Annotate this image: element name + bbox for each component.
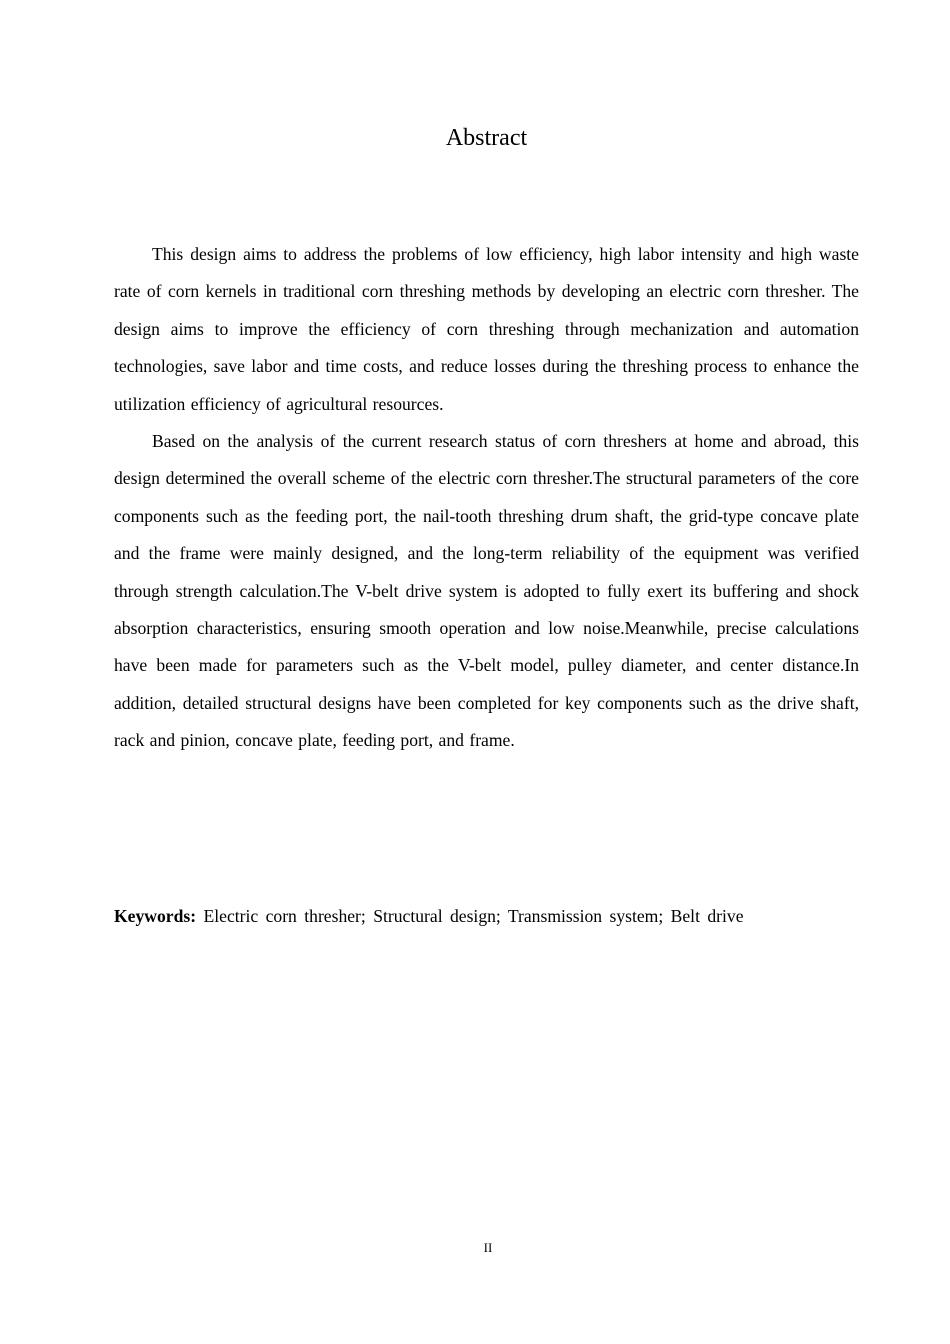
- keywords-text: Electric corn thresher; Structural design; Transmission system; Belt drive: [203, 906, 744, 926]
- abstract-paragraph-2: Based on the analysis of the current research status of corn threshers at home and abroad, this design determined the overall scheme of the electric corn thresher.The structural parameters of the core components such as the feeding port, the nail-tooth threshing drum shaft, the grid-type concave plate and the frame were mainly designed, and the long-term reliability of the equipment was verified through strength calculation.The V-belt drive system is adopted to fully exert its buffering and shock absorption characteristics, ensuring smooth operation and low noise.Meanwhile, precise calculations have been made for parameters such as the V-belt model, pulley diameter, and center distance.In addition, detailed structural designs have been completed for key components such as the drive shaft, rack and pinion, concave plate, feeding port, and frame.: [114, 431, 859, 751]
- abstract-paragraph-1: This design aims to address the problems of low efficiency, high labor intensity and high waste rate of corn kernels in traditional corn threshing methods by developing an electric corn thresher. The design aims to improve the efficiency of corn threshing through mechanization and automation technologies, save labor and time costs, and reduce losses during the threshing process to enhance the utilization efficiency of agricultural resources.: [114, 244, 859, 414]
- abstract-body: [114, 236, 859, 760]
- keywords-line: [114, 898, 859, 935]
- keywords-label: Keywords:: [114, 906, 197, 926]
- page-number: II: [483, 1240, 493, 1255]
- page-title: Abstract: [445, 125, 528, 151]
